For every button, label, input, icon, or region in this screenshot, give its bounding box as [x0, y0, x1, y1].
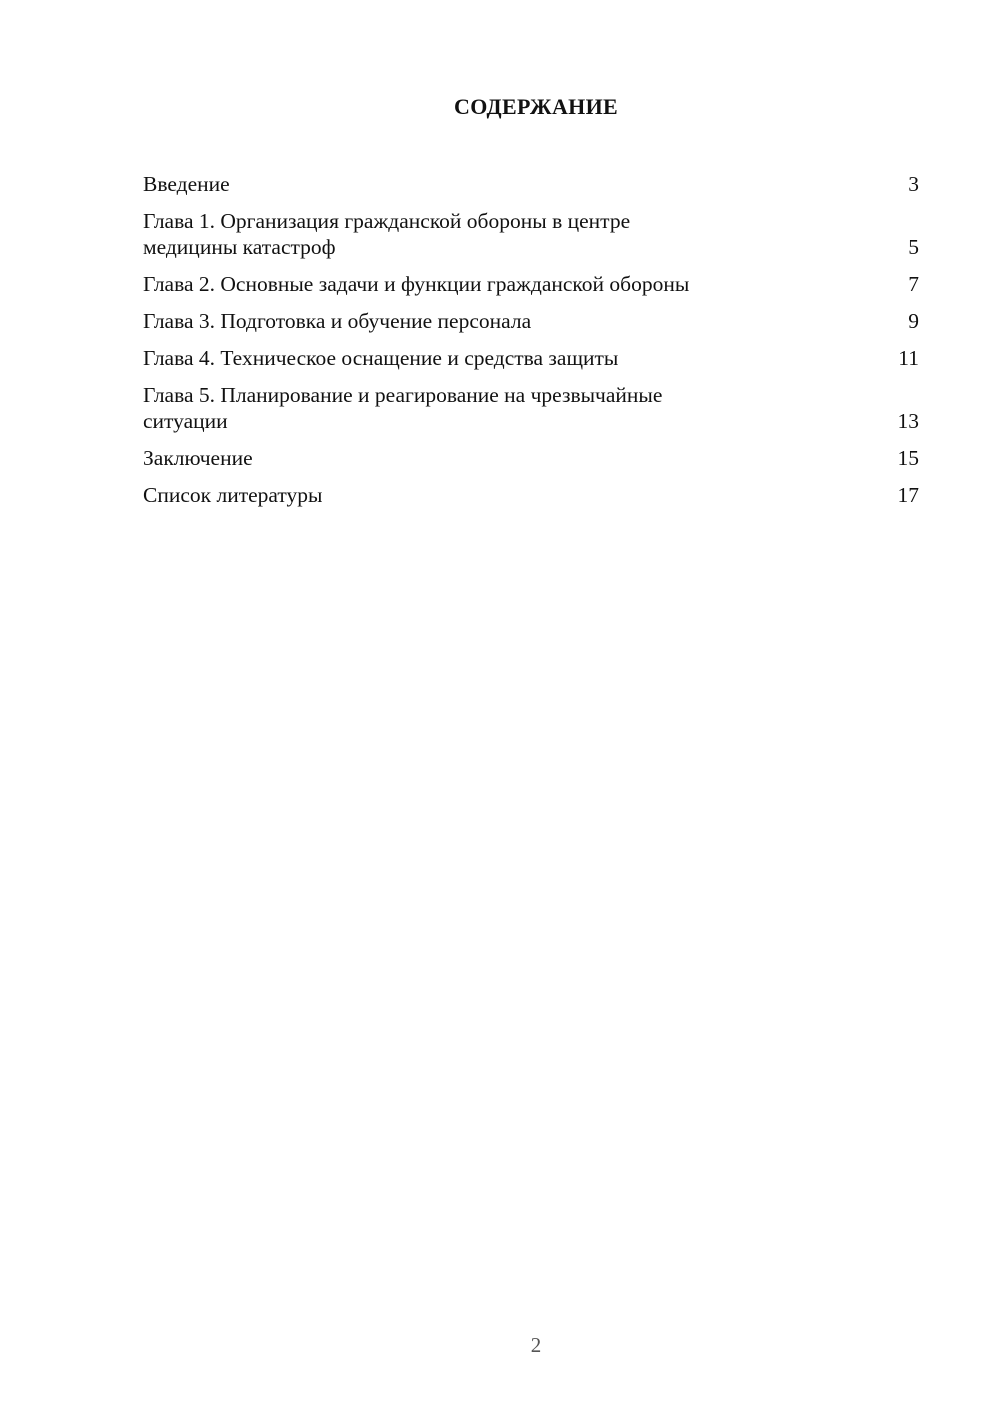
toc-entry-label: Глава 3. Подготовка и обучение персонала — [143, 309, 532, 333]
toc-entry-chapter-3[interactable] — [143, 308, 919, 334]
page-number: 2 — [530, 1333, 542, 1357]
toc-entry-label: Введение — [143, 172, 230, 196]
toc-entry-chapter-5[interactable] — [143, 382, 919, 434]
toc-entry-page: 3 — [908, 172, 919, 196]
toc-entry-label: Глава 2. Основные задачи и функции гражданской обороны — [143, 272, 690, 296]
toc-entry-conclusion[interactable] — [143, 445, 919, 471]
toc-entry-page: 15 — [897, 446, 919, 470]
toc-entry-chapter-1[interactable] — [143, 208, 919, 260]
toc-entry-page: 13 — [897, 409, 919, 433]
toc-entry-page: 7 — [908, 272, 919, 296]
toc-entry-page: 5 — [908, 235, 919, 259]
toc-entry-label: Глава 1. Организация гражданской обороны в центре медицины катастроф — [143, 209, 631, 259]
table-of-contents — [143, 171, 919, 519]
page-title: СОДЕРЖАНИЕ — [454, 94, 618, 119]
toc-entry-chapter-2[interactable] — [143, 271, 919, 297]
toc-entry-page: 17 — [897, 483, 919, 507]
toc-entry-page: 11 — [898, 346, 919, 370]
toc-entry-introduction[interactable] — [143, 171, 919, 197]
toc-entry-label: Глава 4. Техническое оснащение и средства защиты — [143, 346, 619, 370]
toc-entry-page: 9 — [908, 309, 919, 333]
toc-entry-chapter-4[interactable] — [143, 345, 919, 371]
toc-entry-label: Заключение — [143, 446, 253, 470]
toc-entry-label: Список литературы — [143, 483, 323, 507]
toc-entry-references[interactable] — [143, 482, 919, 508]
toc-entry-label: Глава 5. Планирование и реагирование на чрезвычайные ситуации — [143, 383, 663, 433]
